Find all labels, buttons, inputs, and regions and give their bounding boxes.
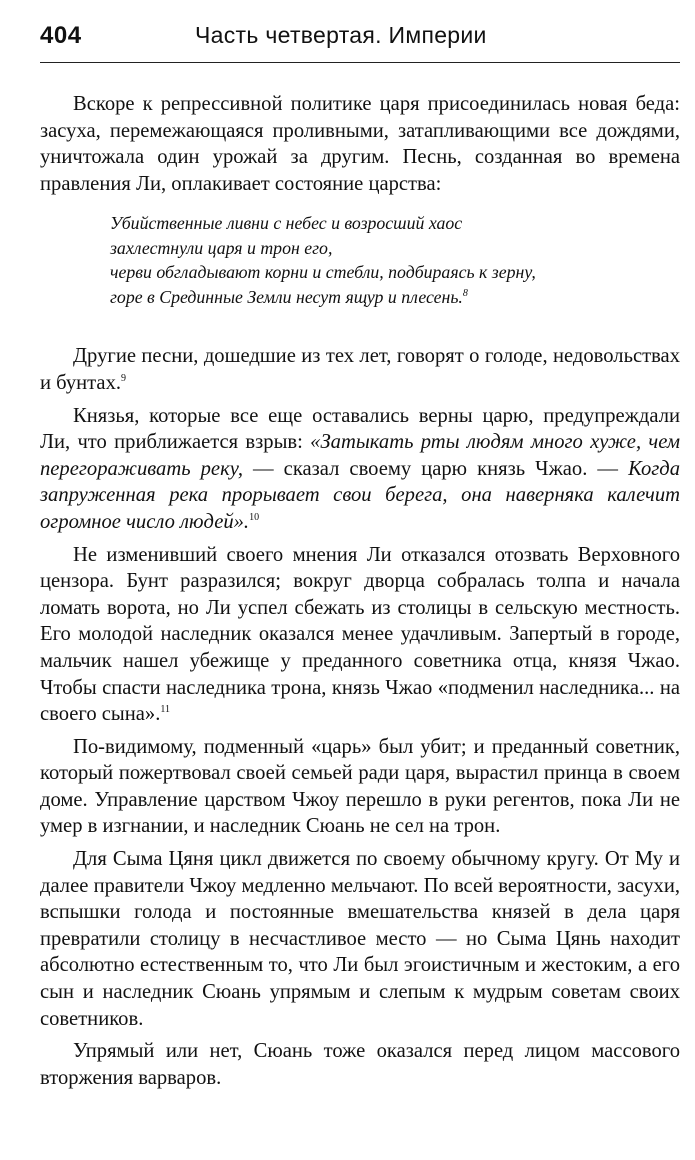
paragraph-3-quote-b: Когда запруженная река прорывает свои берега, она наверняка калечит огромное число людей». bbox=[40, 457, 681, 533]
paragraph-3-quote-a: «Затыкать рты людям много хуже, чем перегораживать реку, bbox=[40, 431, 680, 480]
poem-line-2: захлестнули царя и трон его, bbox=[110, 237, 333, 258]
paragraph-4-text: Не изменивший своего мнения Ли отказался отозвать Верховного цензора. Бунт разразился; вокруг дворца собралась толпа и начала ломать ворота, но Ли успел сбежать из столицы в сельскую местность. Его молодой наследник оказался менее удачливым. Запертый в городе, мальчик нашел убежище у преданного советника отца, князя Чжао. Чтобы спасти наследника трона, князь Чжао «подменил наследника... на своего сына». bbox=[40, 543, 680, 726]
paragraph-3 bbox=[40, 403, 680, 536]
paragraph-7: Упрямый или нет, Сюань тоже оказался перед лицом массового вторжения варваров. bbox=[40, 1040, 680, 1089]
poem-line-3: черви обгладывают корни и стебли, подбираясь к зерну, bbox=[110, 262, 536, 283]
footnote-ref-10: 10 bbox=[249, 512, 260, 524]
page-number: 404 bbox=[40, 22, 82, 49]
paragraph-1: Вскоре к репрессивной политике царя присоединилась новая беда: засуха, перемежающаяся проливными, затапливающими все дождями, уничтожала один урожай за другим. Песнь, созданная во времена правления Ли, оплакивает состояние царства: bbox=[40, 93, 680, 195]
paragraph-2 bbox=[40, 343, 680, 396]
poem-line-1: Убийственные ливни с небес и возросший хаос bbox=[110, 213, 463, 234]
paragraph-6: Для Сыма Цяня цикл движется по своему обычному кругу. От Му и далее правители Чжоу медленно мельчают. По всей вероятности, засухи, вспышки голода и постоянные вмешательства князей в дела царя превратили столицу в несчастливое место — но Сыма Цянь находит абсолютно естественным то, что Ли был эгоистичным и жестоким, а его сын и наследник Сюань упрямым и слепым к мудрым советам своих советников. bbox=[40, 848, 680, 1030]
page-header bbox=[40, 22, 680, 63]
footnote-ref-9: 9 bbox=[121, 373, 127, 385]
poem-quote bbox=[110, 211, 680, 309]
poem-line-4 bbox=[110, 285, 680, 310]
book-page bbox=[40, 22, 680, 1091]
paragraph-2-text: Другие песни, дошедшие из тех лет, говорят о голоде, недовольствах и бунтах. bbox=[40, 345, 680, 394]
paragraph-4 bbox=[40, 542, 680, 728]
poem-line-4-text: горе в Срединные Земли несут ящур и плесень. bbox=[110, 286, 463, 307]
paragraph-3-text-a: Князья, которые все еще оставались верны царю, предупреждали Ли, что приближается взрыв: bbox=[40, 404, 680, 454]
running-head: Часть четвертая. Империи bbox=[195, 22, 487, 48]
body-text bbox=[40, 91, 680, 1091]
paragraph-3-text-b: — сказал своему царю князь Чжао. — bbox=[242, 457, 629, 480]
paragraph-5: По-видимому, подменный «царь» был убит; и преданный советник, который пожертвовал своей семьей ради царя, вырастил принца в своем доме. Управление царством Чжоу перешло в руки регентов, пока Ли не умер в изгнании, и наследник Сюань не сел на трон. bbox=[40, 735, 680, 838]
footnote-ref-8: 8 bbox=[462, 287, 468, 299]
footnote-ref-11: 11 bbox=[160, 704, 171, 716]
